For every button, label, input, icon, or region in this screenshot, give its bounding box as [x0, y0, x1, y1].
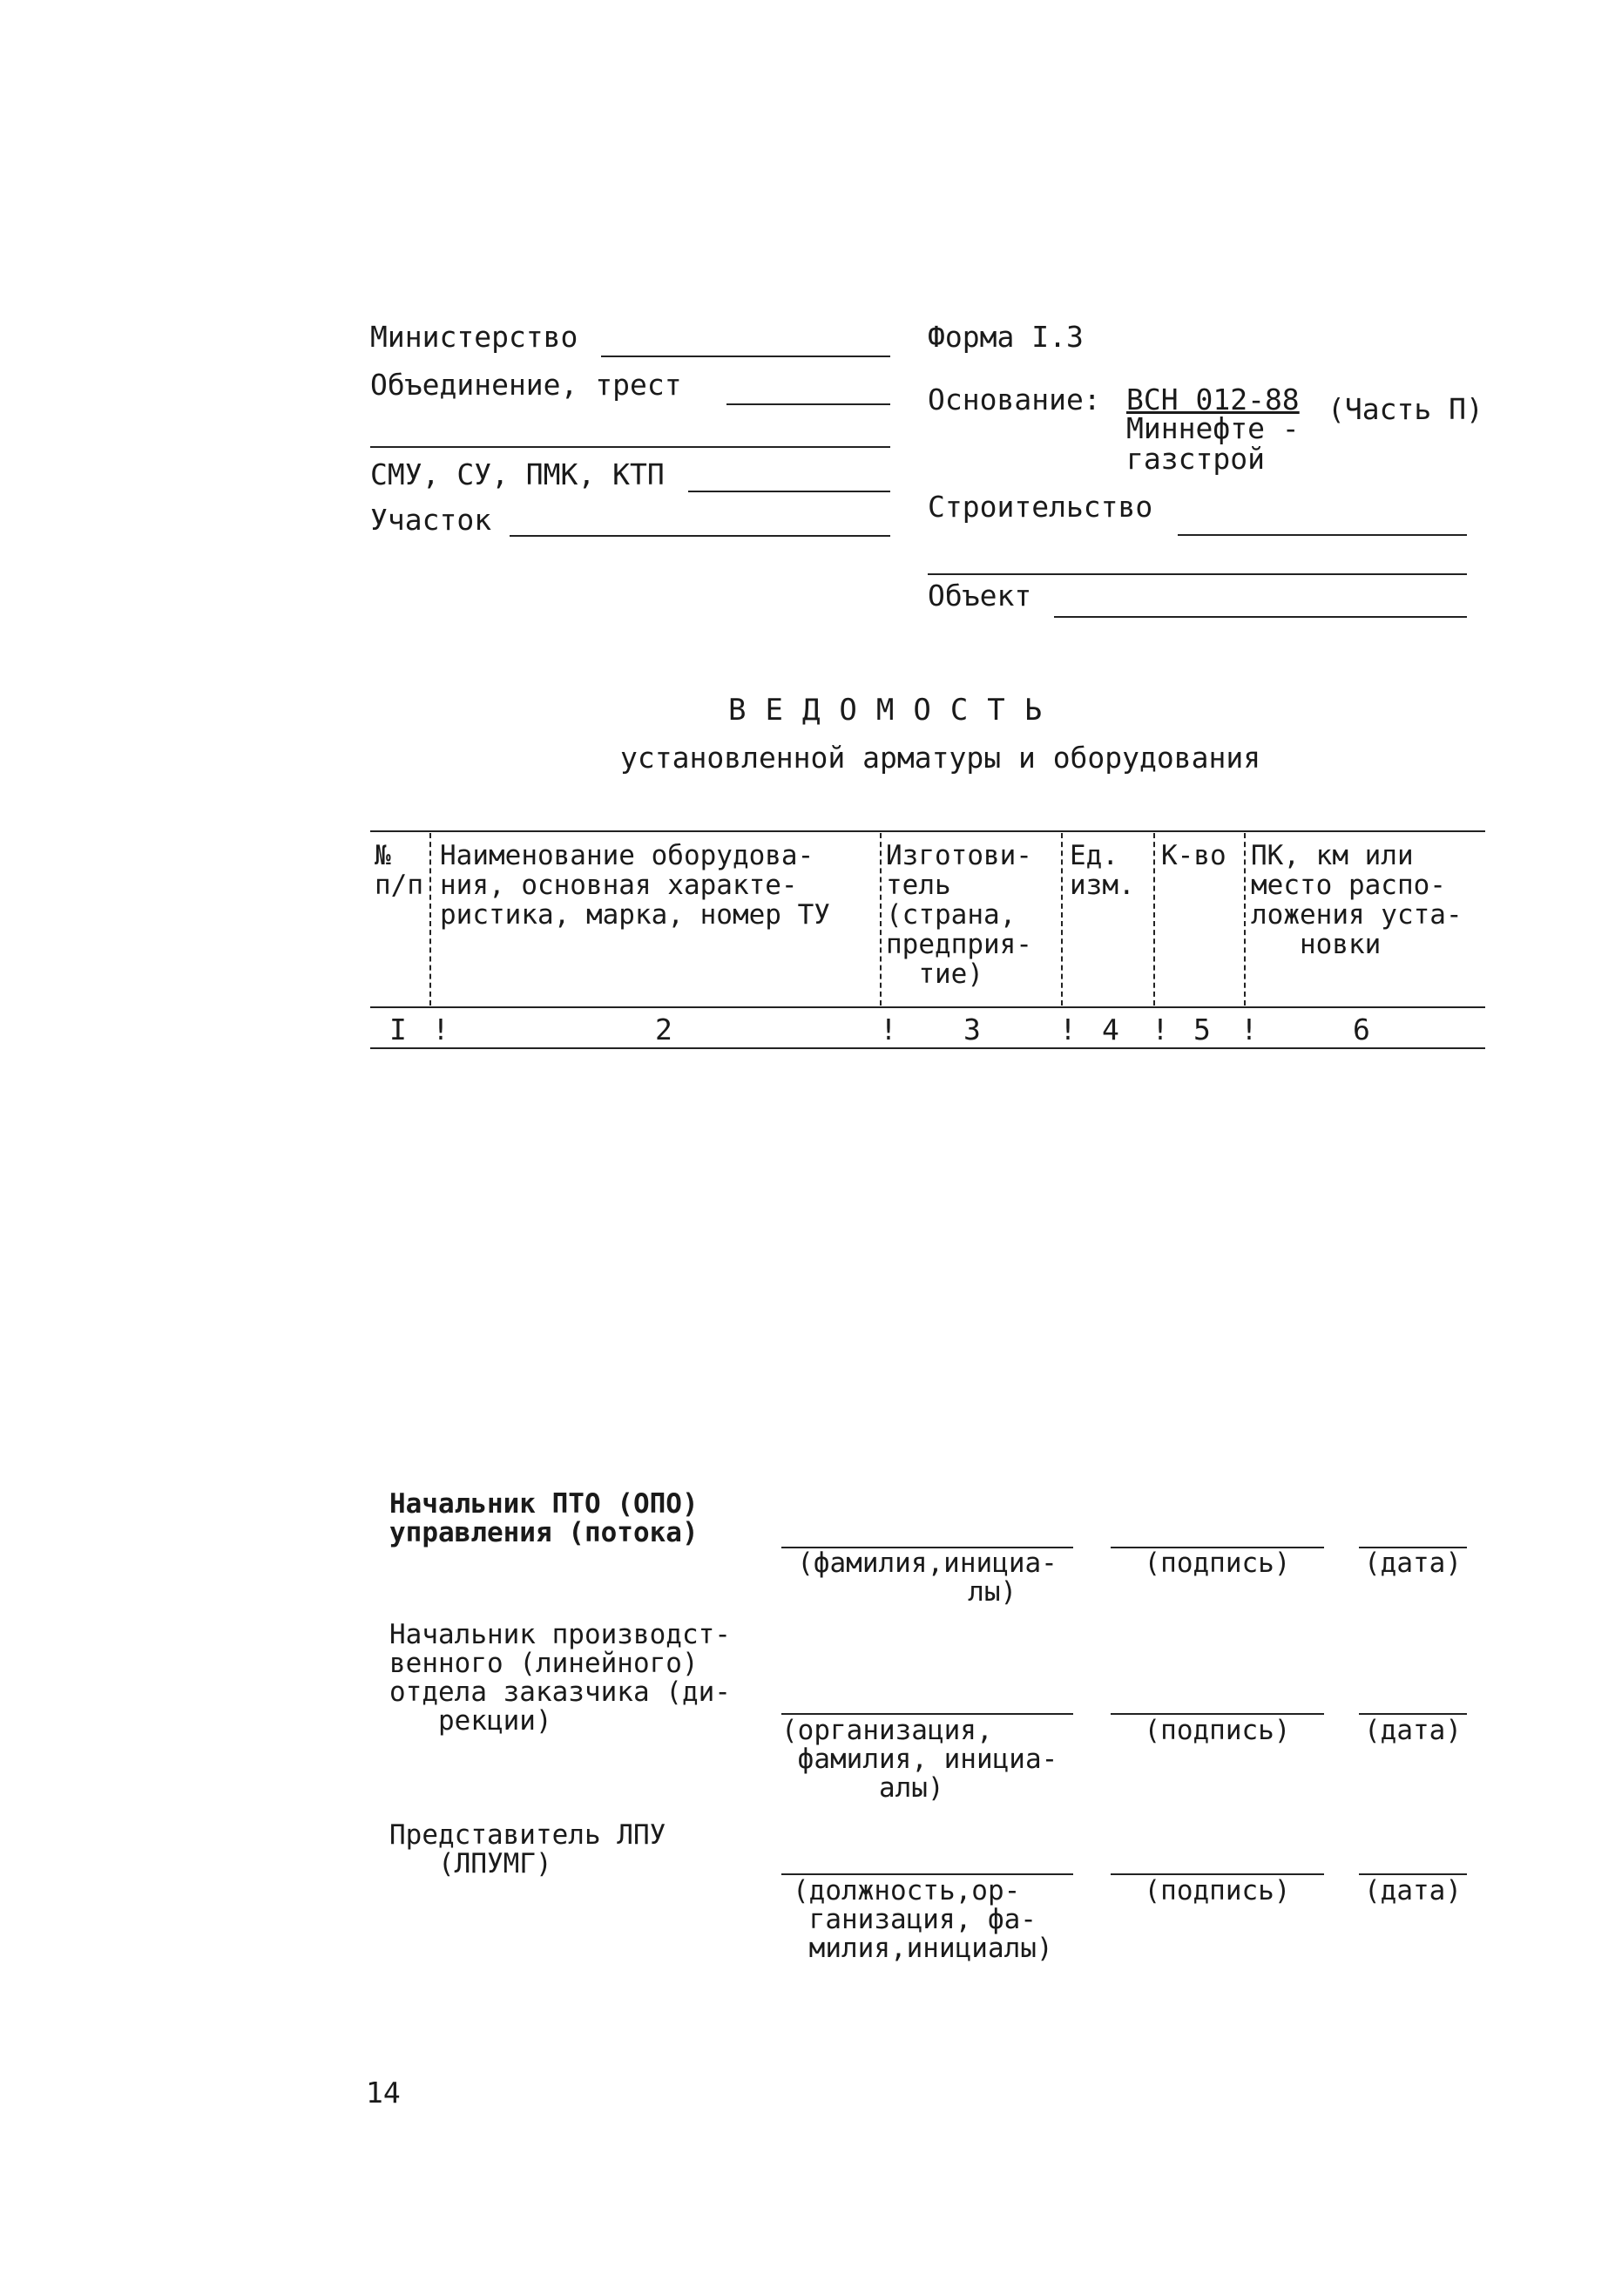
section-field-line: [510, 535, 890, 537]
table-header-unit: Ед. изм.: [1070, 840, 1135, 901]
column-number-separator: !: [432, 1013, 449, 1046]
signatory-role-lpu: Представитель ЛПУ (ЛПУМГ): [389, 1819, 666, 1879]
signatory-role-pto: Начальник ПТО (ОПО) управления (потока): [389, 1488, 699, 1548]
table-header-bottom-rule: [370, 1006, 1485, 1008]
column-number-separator: !: [1152, 1013, 1169, 1046]
table-header-equipment-name: Наименование оборудова- ния, основная характе- ристика, марка, номер ТУ: [440, 840, 830, 931]
construction-extra-line: [928, 573, 1467, 575]
table-column-divider: [1244, 833, 1246, 1006]
document-subtitle: установленной арматуры и оборудования: [620, 741, 1261, 775]
ministry-label: Министерство: [370, 320, 578, 354]
basis-org-line2: газстрой: [1126, 442, 1265, 476]
column-number-separator: !: [880, 1013, 897, 1046]
signature-name-caption: (должность,ор- ганизация, фа- милия,инициалы): [793, 1875, 1053, 1964]
basis-part: (Часть П): [1328, 392, 1483, 426]
signature-name-caption: (фамилия,инициа- лы): [797, 1548, 1058, 1608]
column-number-4: 4: [1102, 1013, 1119, 1046]
table-column-divider: [1153, 833, 1155, 1006]
column-number-6: 6: [1353, 1013, 1370, 1046]
ministry-field-line: [601, 356, 890, 357]
page-number: 14: [366, 2076, 401, 2110]
signature-date-caption: (дата): [1364, 1875, 1462, 1907]
signature-sign-caption: (подпись): [1144, 1875, 1291, 1907]
column-number-5: 5: [1193, 1013, 1211, 1046]
column-number-3: 3: [963, 1013, 981, 1046]
smu-label: СМУ, СУ, ПМК, КТП: [370, 457, 665, 491]
signature-sign-caption: (подпись): [1144, 1715, 1291, 1746]
association-label: Объединение, трест: [370, 368, 682, 402]
basis-org-line1: Миннефте -: [1126, 411, 1300, 445]
table-header-location: ПК, км или место распо- ложения уста- новки: [1251, 840, 1463, 960]
construction-label: Строительство: [928, 490, 1153, 524]
table-header-manufacturer: Изготови- тель (страна, предприя- тие): [886, 840, 1032, 990]
column-number-1: I: [389, 1013, 407, 1046]
column-number-separator: !: [1240, 1013, 1258, 1046]
table-header-number: № п/п: [375, 840, 423, 901]
section-label: Участок: [370, 503, 492, 537]
basis-label: Основание:: [928, 383, 1101, 417]
association-field-line: [726, 403, 890, 405]
table-column-divider: [429, 833, 431, 1006]
object-field-line: [1054, 616, 1467, 618]
form-number: Форма I.3: [928, 320, 1084, 354]
document-title: ВЕДОМОСТЬ: [728, 693, 1062, 728]
table-header-quantity: К-во: [1161, 840, 1226, 871]
table-top-rule: [370, 830, 1485, 832]
construction-field-line: [1178, 534, 1467, 536]
association-extra-line: [370, 446, 890, 448]
signature-sign-caption: (подпись): [1144, 1548, 1291, 1579]
signature-date-caption: (дата): [1364, 1715, 1462, 1746]
table-bottom-rule: [370, 1047, 1485, 1049]
smu-field-line: [688, 491, 890, 492]
table-column-divider: [880, 833, 882, 1006]
column-number-2: 2: [655, 1013, 672, 1046]
table-column-divider: [1061, 833, 1063, 1006]
basis-document: ВСН 012-88: [1126, 383, 1300, 417]
signature-date-caption: (дата): [1364, 1548, 1462, 1579]
signatory-role-customer: Начальник производст- венного (линейного) отдела заказчика (ди- рекции): [389, 1619, 731, 1737]
object-label: Объект: [928, 579, 1032, 613]
column-number-separator: !: [1059, 1013, 1077, 1046]
signature-name-caption: (организация, фамилия, инициа- алы): [781, 1715, 1058, 1804]
